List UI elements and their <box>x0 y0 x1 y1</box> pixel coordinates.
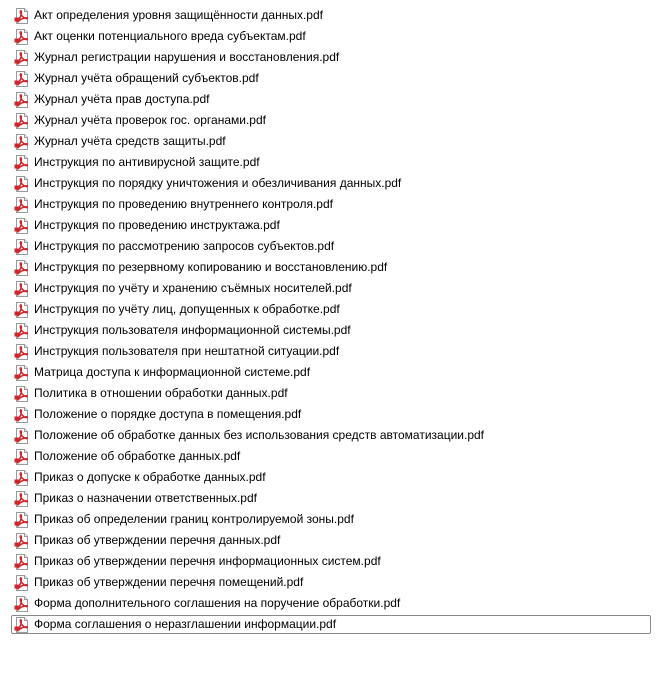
file-name: Инструкция по рассмотрению запросов субъектов.pdf <box>34 239 335 253</box>
pdf-file-icon <box>14 365 30 381</box>
file-name: Инструкция по проведению инструктажа.pdf <box>34 218 280 232</box>
file-name: Акт определения уровня защищённости данных.pdf <box>34 8 323 22</box>
pdf-file-icon <box>14 8 30 24</box>
file-item[interactable] <box>11 27 651 46</box>
pdf-file-icon <box>14 554 30 570</box>
file-item[interactable] <box>11 279 651 298</box>
file-item[interactable] <box>11 468 651 487</box>
file-item[interactable] <box>11 489 651 508</box>
file-name: Инструкция по учёту лиц, допущенных к обработке.pdf <box>34 302 340 316</box>
file-name: Инструкция по порядку уничтожения и обезличивания данных.pdf <box>34 176 402 190</box>
file-item[interactable] <box>11 384 651 403</box>
file-name: Инструкция по резервному копированию и восстановлению.pdf <box>34 260 388 274</box>
pdf-file-icon <box>14 575 30 591</box>
pdf-file-icon <box>14 533 30 549</box>
file-name: Матрица доступа к информационной системе.pdf <box>34 365 311 379</box>
pdf-file-icon <box>14 92 30 108</box>
file-name: Инструкция пользователя информационной системы.pdf <box>34 323 351 337</box>
file-name: Приказ об утверждении перечня данных.pdf <box>34 533 281 547</box>
pdf-file-icon <box>14 386 30 402</box>
pdf-file-icon <box>14 323 30 339</box>
file-name: Приказ об определении границ контролируемой зоны.pdf <box>34 512 354 526</box>
file-name: Журнал регистрации нарушения и восстановления.pdf <box>34 50 340 64</box>
file-name: Приказ об утверждении перечня информационных систем.pdf <box>34 554 381 568</box>
pdf-file-icon <box>14 596 30 612</box>
file-item[interactable] <box>11 216 651 235</box>
pdf-file-icon <box>14 512 30 528</box>
file-name: Журнал учёта обращений субъектов.pdf <box>34 71 259 85</box>
file-name: Приказ об утверждении перечня помещений.pdf <box>34 575 304 589</box>
file-name: Форма соглашения о неразглашении информации.pdf <box>34 617 337 631</box>
pdf-file-icon <box>14 50 30 66</box>
pdf-file-icon <box>14 176 30 192</box>
file-name: Положение об обработке данных без использования средств автоматизации.pdf <box>34 428 484 442</box>
file-item[interactable] <box>11 174 651 193</box>
file-item[interactable] <box>11 426 651 445</box>
file-list <box>11 6 651 636</box>
file-item[interactable] <box>11 258 651 277</box>
pdf-file-icon <box>14 218 30 234</box>
file-item[interactable] <box>11 300 651 319</box>
file-item[interactable] <box>11 573 651 592</box>
file-item[interactable] <box>11 552 651 571</box>
file-item[interactable] <box>11 363 651 382</box>
pdf-file-icon <box>14 470 30 486</box>
file-item[interactable] <box>11 447 651 466</box>
pdf-file-icon <box>14 29 30 45</box>
file-item[interactable] <box>11 510 651 529</box>
file-item[interactable] <box>11 6 651 25</box>
pdf-file-icon <box>14 302 30 318</box>
file-name: Журнал учёта проверок гос. органами.pdf <box>34 113 266 127</box>
file-item[interactable] <box>11 405 651 424</box>
file-item[interactable] <box>11 531 651 550</box>
file-item[interactable] <box>11 237 651 256</box>
file-name: Журнал учёта средств защиты.pdf <box>34 134 226 148</box>
file-name: Акт оценки потенциального вреда субъектам.pdf <box>34 29 306 43</box>
file-name: Инструкция по учёту и хранению съёмных носителей.pdf <box>34 281 352 295</box>
pdf-file-icon <box>14 491 30 507</box>
file-name: Политика в отношении обработки данных.pdf <box>34 386 288 400</box>
file-name: Инструкция пользователя при нештатной ситуации.pdf <box>34 344 340 358</box>
file-name: Приказ о назначении ответственных.pdf <box>34 491 257 505</box>
file-item[interactable] <box>11 132 651 151</box>
pdf-file-icon <box>14 134 30 150</box>
file-name: Форма дополнительного соглашения на поручение обработки.pdf <box>34 596 401 610</box>
file-item[interactable] <box>11 615 651 634</box>
pdf-file-icon <box>14 155 30 171</box>
file-name: Приказ о допуске к обработке данных.pdf <box>34 470 266 484</box>
pdf-file-icon <box>14 113 30 129</box>
file-name: Положение о порядке доступа в помещения.pdf <box>34 407 302 421</box>
file-name: Положение об обработке данных.pdf <box>34 449 241 463</box>
pdf-file-icon <box>14 617 30 633</box>
file-item[interactable] <box>11 90 651 109</box>
pdf-file-icon <box>14 260 30 276</box>
file-name: Инструкция по проведению внутреннего контроля.pdf <box>34 197 333 211</box>
file-item[interactable] <box>11 111 651 130</box>
pdf-file-icon <box>14 407 30 423</box>
pdf-file-icon <box>14 197 30 213</box>
file-name: Журнал учёта прав доступа.pdf <box>34 92 210 106</box>
pdf-file-icon <box>14 239 30 255</box>
file-item[interactable] <box>11 321 651 340</box>
pdf-file-icon <box>14 344 30 360</box>
file-item[interactable] <box>11 594 651 613</box>
file-item[interactable] <box>11 48 651 67</box>
file-item[interactable] <box>11 195 651 214</box>
file-item[interactable] <box>11 342 651 361</box>
pdf-file-icon <box>14 281 30 297</box>
file-item[interactable] <box>11 153 651 172</box>
pdf-file-icon <box>14 71 30 87</box>
file-item[interactable] <box>11 69 651 88</box>
file-name: Инструкция по антивирусной защите.pdf <box>34 155 260 169</box>
pdf-file-icon <box>14 428 30 444</box>
pdf-file-icon <box>14 449 30 465</box>
